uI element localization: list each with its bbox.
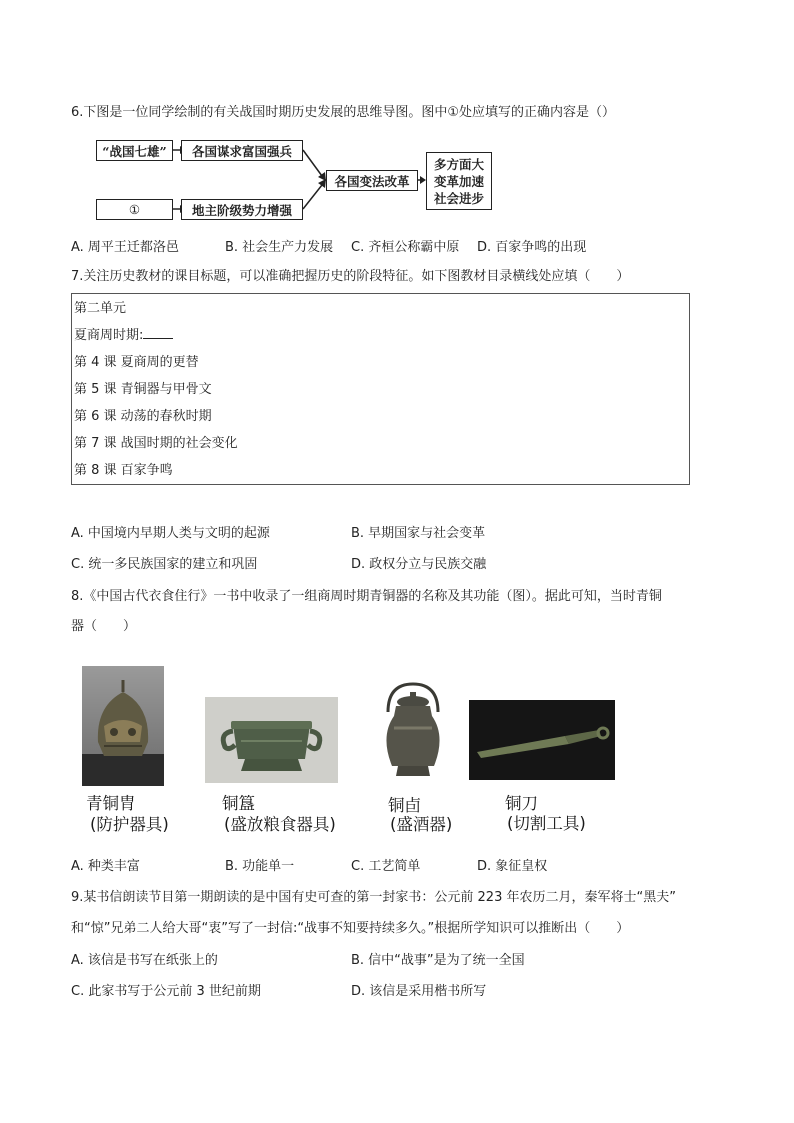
q9-option-b[interactable]: B. 信中“战事”是为了统一全国: [351, 953, 525, 968]
q8-option-c[interactable]: C. 工艺简单: [351, 859, 421, 874]
you-name: 铜卣: [388, 796, 421, 815]
q6-option-c[interactable]: C. 齐桓公称霸中原: [351, 240, 460, 255]
mindmap-box-warring-states: “战国七雄”: [96, 140, 173, 161]
gui-name: 铜簋: [222, 794, 255, 813]
mindmap-box-landlord-class: 地主阶级势力增强: [181, 199, 303, 220]
helmet-icon: [82, 666, 164, 786]
q8-option-d[interactable]: D. 象征皇权: [477, 859, 548, 874]
q7-option-b[interactable]: B. 早期国家与社会变革: [351, 526, 486, 541]
q6-option-b[interactable]: B. 社会生产力发展: [225, 240, 334, 255]
knife-name: 铜刀: [505, 794, 538, 813]
mindmap-box-reforms: 各国变法改革: [326, 170, 418, 191]
directory-lesson-8: 第 8 课 百家争鸣: [74, 463, 173, 478]
directory-period-label: 夏商周时期:: [74, 328, 144, 343]
knife-icon: [469, 700, 615, 780]
q9-stem-line1: 9.某书信朗读节目第一期朗读的是中国有史可查的第一封家书：公元前 223 年农历二月，秦军将士“黑夫”: [71, 890, 676, 905]
q7-option-d[interactable]: D. 政权分立与民族交融: [351, 557, 487, 572]
q8-option-a[interactable]: A. 种类丰富: [71, 859, 140, 874]
mindmap-box-result: [426, 152, 492, 210]
result-line-2: 变革加速: [433, 173, 484, 189]
q9-option-c[interactable]: C. 此家书写于公元前 3 世纪前期: [71, 984, 261, 999]
bronze-knife-image: [469, 700, 615, 780]
directory-lesson-4: 第 4 课 夏商周的更替: [74, 355, 199, 370]
gui-vessel-icon: [205, 697, 338, 783]
directory-period: [74, 324, 173, 343]
q9-option-a[interactable]: A. 该信是书写在纸张上的: [71, 953, 218, 968]
you-function: (盛酒器): [390, 815, 453, 834]
bronze-you-image: [374, 676, 452, 784]
directory-blank: [143, 326, 173, 339]
directory-lesson-6: 第 6 课 动荡的春秋时期: [74, 409, 212, 424]
helmet-name: 青铜胄: [86, 794, 136, 813]
q9-stem-line2: 和“惊”兄弟二人给大哥“衷”写了一封信:“战事不知要持续多久。”根据所学知识可以推断出（ ）: [71, 921, 630, 936]
bronze-gui-image: [205, 697, 338, 783]
q7-directory-box: [71, 293, 690, 485]
helmet-function: (防护器具): [90, 815, 169, 834]
directory-lesson-7: 第 7 课 战国时期的社会变化: [74, 436, 238, 451]
result-line-1: 多方面大: [433, 156, 484, 172]
q6-option-a[interactable]: A. 周平王迁都洛邑: [71, 240, 179, 255]
q8-option-b[interactable]: B. 功能单一: [225, 859, 295, 874]
directory-unit: 第二单元: [74, 301, 127, 316]
q7-option-a[interactable]: A. 中国境内早期人类与文明的起源: [71, 526, 270, 541]
mindmap-box-blank-1: ①: [96, 199, 173, 220]
directory-lesson-5: 第 5 课 青铜器与甲骨文: [74, 382, 212, 397]
bronze-helmet-image: [82, 666, 164, 786]
q6-option-d[interactable]: D. 百家争鸣的出现: [477, 240, 587, 255]
q7-stem: 7.关注历史教材的课目标题，可以准确把握历史的阶段特征。如下图教材目录横线处应填（ ）: [71, 269, 630, 284]
q8-stem-line1: 8.《中国古代衣食住行》一书中收录了一组商周时期青铜器的名称及其功能（图）。据此可知，当时青铜: [71, 589, 662, 604]
knife-function: (切割工具): [507, 814, 586, 833]
q8-stem-line2: 器（ ）: [71, 619, 137, 634]
q6-stem: 6.下图是一位同学绘制的有关战国时期历史发展的思维导图。图中①处应填写的正确内容是（）: [71, 105, 616, 120]
q7-option-c[interactable]: C. 统一多民族国家的建立和巩固: [71, 557, 258, 572]
gui-function: (盛放粮食器具): [224, 815, 336, 834]
mindmap-box-wealth-strength: 各国谋求富国强兵: [181, 140, 303, 161]
q9-option-d[interactable]: D. 该信是采用楷书所写: [351, 984, 487, 999]
result-line-3: 社会进步: [433, 190, 484, 206]
you-vessel-icon: [374, 676, 452, 784]
